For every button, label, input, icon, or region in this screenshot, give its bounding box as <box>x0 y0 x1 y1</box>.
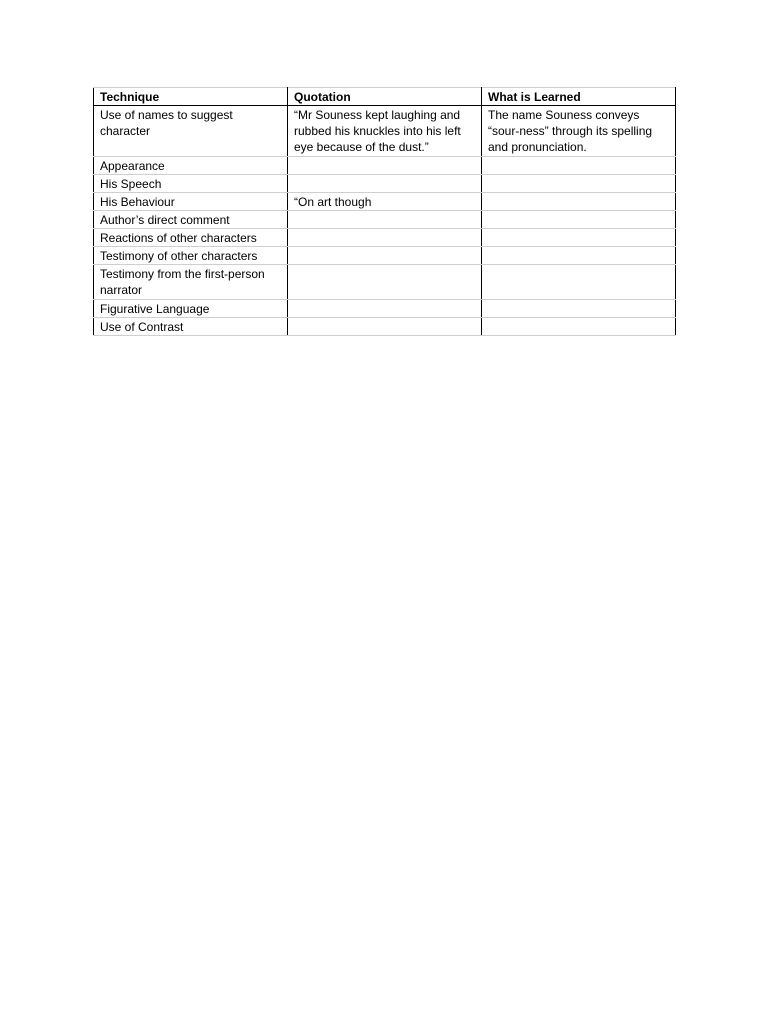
technique-text: Use of Contrast <box>100 320 184 334</box>
quotation-cell <box>288 106 482 157</box>
technique-cell <box>94 175 288 193</box>
quotation-cell <box>288 175 482 193</box>
learned-cell <box>482 106 676 157</box>
table-row <box>94 318 676 336</box>
technique-text: His Behaviour <box>100 195 175 209</box>
learned-cell <box>482 247 676 265</box>
quotation-cell <box>288 229 482 247</box>
quotation-cell <box>288 265 482 300</box>
characterisation-table <box>93 87 676 336</box>
quotation-cell <box>288 157 482 175</box>
quotation-cell <box>288 318 482 336</box>
technique-text: Figurative Language <box>100 302 210 316</box>
technique-cell <box>94 193 288 211</box>
table-row <box>94 157 676 175</box>
technique-cell <box>94 157 288 175</box>
table-row <box>94 175 676 193</box>
technique-cell <box>94 318 288 336</box>
technique-cell <box>94 106 288 157</box>
technique-text: His Speech <box>100 177 162 191</box>
quotation-cell <box>288 300 482 318</box>
table-row <box>94 193 676 211</box>
table-row <box>94 265 676 300</box>
header-what-is-learned: What is Learned <box>482 88 676 106</box>
technique-text: Testimony of other characters <box>100 249 258 263</box>
header-technique: Technique <box>94 88 288 106</box>
technique-text: Author’s direct comment <box>100 213 230 227</box>
quotation-cell <box>288 247 482 265</box>
table-row <box>94 229 676 247</box>
learned-text: The name Souness conveys “sour-ness” through its spelling and pronunciation. <box>488 108 653 154</box>
learned-cell <box>482 300 676 318</box>
table-row <box>94 300 676 318</box>
technique-cell <box>94 265 288 300</box>
technique-text: Reactions of other characters <box>100 231 257 245</box>
learned-cell <box>482 193 676 211</box>
learned-cell <box>482 229 676 247</box>
table-row <box>94 211 676 229</box>
quotation-cell <box>288 193 482 211</box>
learned-cell <box>482 265 676 300</box>
quotation-text: “Mr Souness kept laughing and rubbed his knuckles into his left eye because of the dust.” <box>294 108 461 154</box>
table-row <box>94 106 676 157</box>
technique-cell <box>94 211 288 229</box>
header-quotation: Quotation <box>288 88 482 106</box>
technique-text: Use of names to suggest character <box>100 108 233 138</box>
technique-text: Testimony from the first-person narrator <box>100 267 265 297</box>
learned-cell <box>482 211 676 229</box>
quotation-cell <box>288 211 482 229</box>
technique-cell <box>94 229 288 247</box>
learned-cell <box>482 157 676 175</box>
technique-cell <box>94 300 288 318</box>
quotation-text: “On art though <box>294 195 372 209</box>
learned-cell <box>482 318 676 336</box>
table-row <box>94 247 676 265</box>
technique-text: Appearance <box>100 159 165 173</box>
table-header-row <box>94 88 676 106</box>
learned-cell <box>482 175 676 193</box>
technique-cell <box>94 247 288 265</box>
